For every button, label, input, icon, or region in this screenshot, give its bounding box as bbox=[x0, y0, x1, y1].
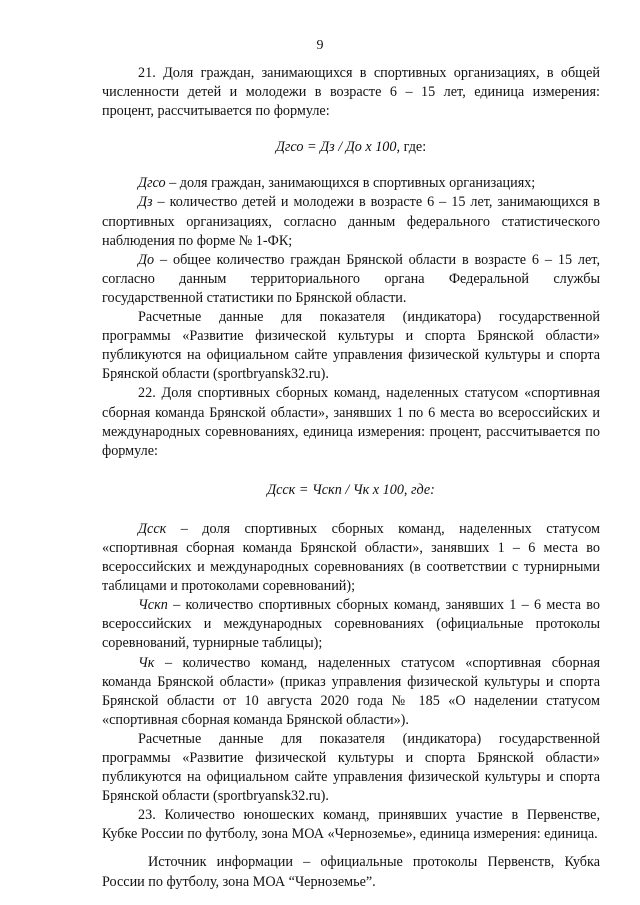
definition-dz bbox=[102, 193, 600, 250]
definition-dssk-text: – доля спортивных сборных команд, наделенных статусом «спортивная сборная команда Брянской области», занявших 1 – 6 места во всероссийских и международных соревнованиях (в соответствии с турнирными таблицами и протоколами соревнований); bbox=[102, 520, 600, 595]
definition-chk-text: – количество команд, наделенных статусом «спортивная сборная команда Брянской области» (приказ управления физической культуры и спорта Брянской области от 10 августа 2020 года № 185 «О наделении статусом «спортивная сборная команда Брянской области»). bbox=[102, 654, 600, 728]
item-21-formula-tail: где: bbox=[400, 139, 427, 156]
symbol-dssk: Дсск bbox=[138, 520, 167, 537]
definition-dgso bbox=[102, 174, 600, 193]
symbol-do: До bbox=[138, 251, 155, 268]
item-23-paragraph: 23. Количество юношеских команд, принявших участие в Первенстве, Кубке России по футболу, зона МОА «Черноземье», единица измерения: единица. bbox=[102, 807, 600, 843]
definition-chskp-text: – количество спортивных сборных команд, занявших 1 – 6 места во всероссийских и международных соревнованиях (официальные протоколы соревнований, турнирные таблицы); bbox=[102, 597, 600, 652]
definition-chk bbox=[102, 654, 600, 730]
symbol-chk: Чк bbox=[138, 654, 155, 671]
symbol-dz: Дз bbox=[138, 194, 153, 211]
symbol-dgso: Дгсо bbox=[138, 175, 166, 192]
item-22-calculation-note: Расчетные данные для показателя (индикатора) государственной программы «Развитие физической культуры и спорта Брянской области» публикуются на официальном сайте управления физической культуры и спорта Брянской области (sportbryansk32.ru). bbox=[102, 730, 600, 805]
item-21-calculation-note: Расчетные данные для показателя (индикатора) государственной программы «Развитие физической культуры и спорта Брянской области» публикуются на официальном сайте управления физической культуры и спорта Брянской области (sportbryansk32.ru). bbox=[102, 309, 600, 383]
symbol-chskp: Чскп bbox=[138, 597, 168, 614]
definition-dgso-text: – доля граждан, занимающихся в спортивных организациях; bbox=[165, 175, 536, 192]
definition-dssk bbox=[102, 520, 600, 596]
document-body bbox=[102, 64, 600, 892]
item-21-formula-expression: Дгсо = Дз / До х 100, bbox=[275, 139, 401, 156]
item-21-formula bbox=[102, 138, 600, 157]
definition-do bbox=[102, 251, 600, 308]
page-number: 9 bbox=[316, 38, 324, 53]
item-22-formula: Дсск = Чскп / Чк х 100, где: bbox=[267, 481, 435, 498]
definition-dz-text: – количество детей и молодежи в возрасте 6 – 15 лет, занимающихся в спортивных организациях, согласно данным федерального статистического наблюдения по форме № 1-ФК; bbox=[102, 194, 600, 249]
item-21-paragraph: 21. Доля граждан, занимающихся в спортивных организациях, в общей численности детей и молодежи в возрасте 6 – 15 лет, единица измерения: процент, рассчитывается по формуле: bbox=[102, 65, 600, 120]
definition-chskp bbox=[102, 596, 600, 653]
item-23-source-note: Источник информации – официальные протоколы Первенств, Кубка России по футболу, зона МОА “Черноземье”. bbox=[102, 854, 600, 890]
item-22-paragraph: 22. Доля спортивных сборных команд, наделенных статусом «спортивная сборная команда Брянской области», занявших 1 по 6 места во всероссийских и международных соревнованиях, единица измерения: процент, рассчитывается по формуле: bbox=[102, 385, 600, 459]
definition-do-text: – общее количество граждан Брянской области в возрасте 6 – 15 лет, согласно данным территориального органа Федеральной службы государственной статистики по Брянской области. bbox=[102, 251, 600, 306]
